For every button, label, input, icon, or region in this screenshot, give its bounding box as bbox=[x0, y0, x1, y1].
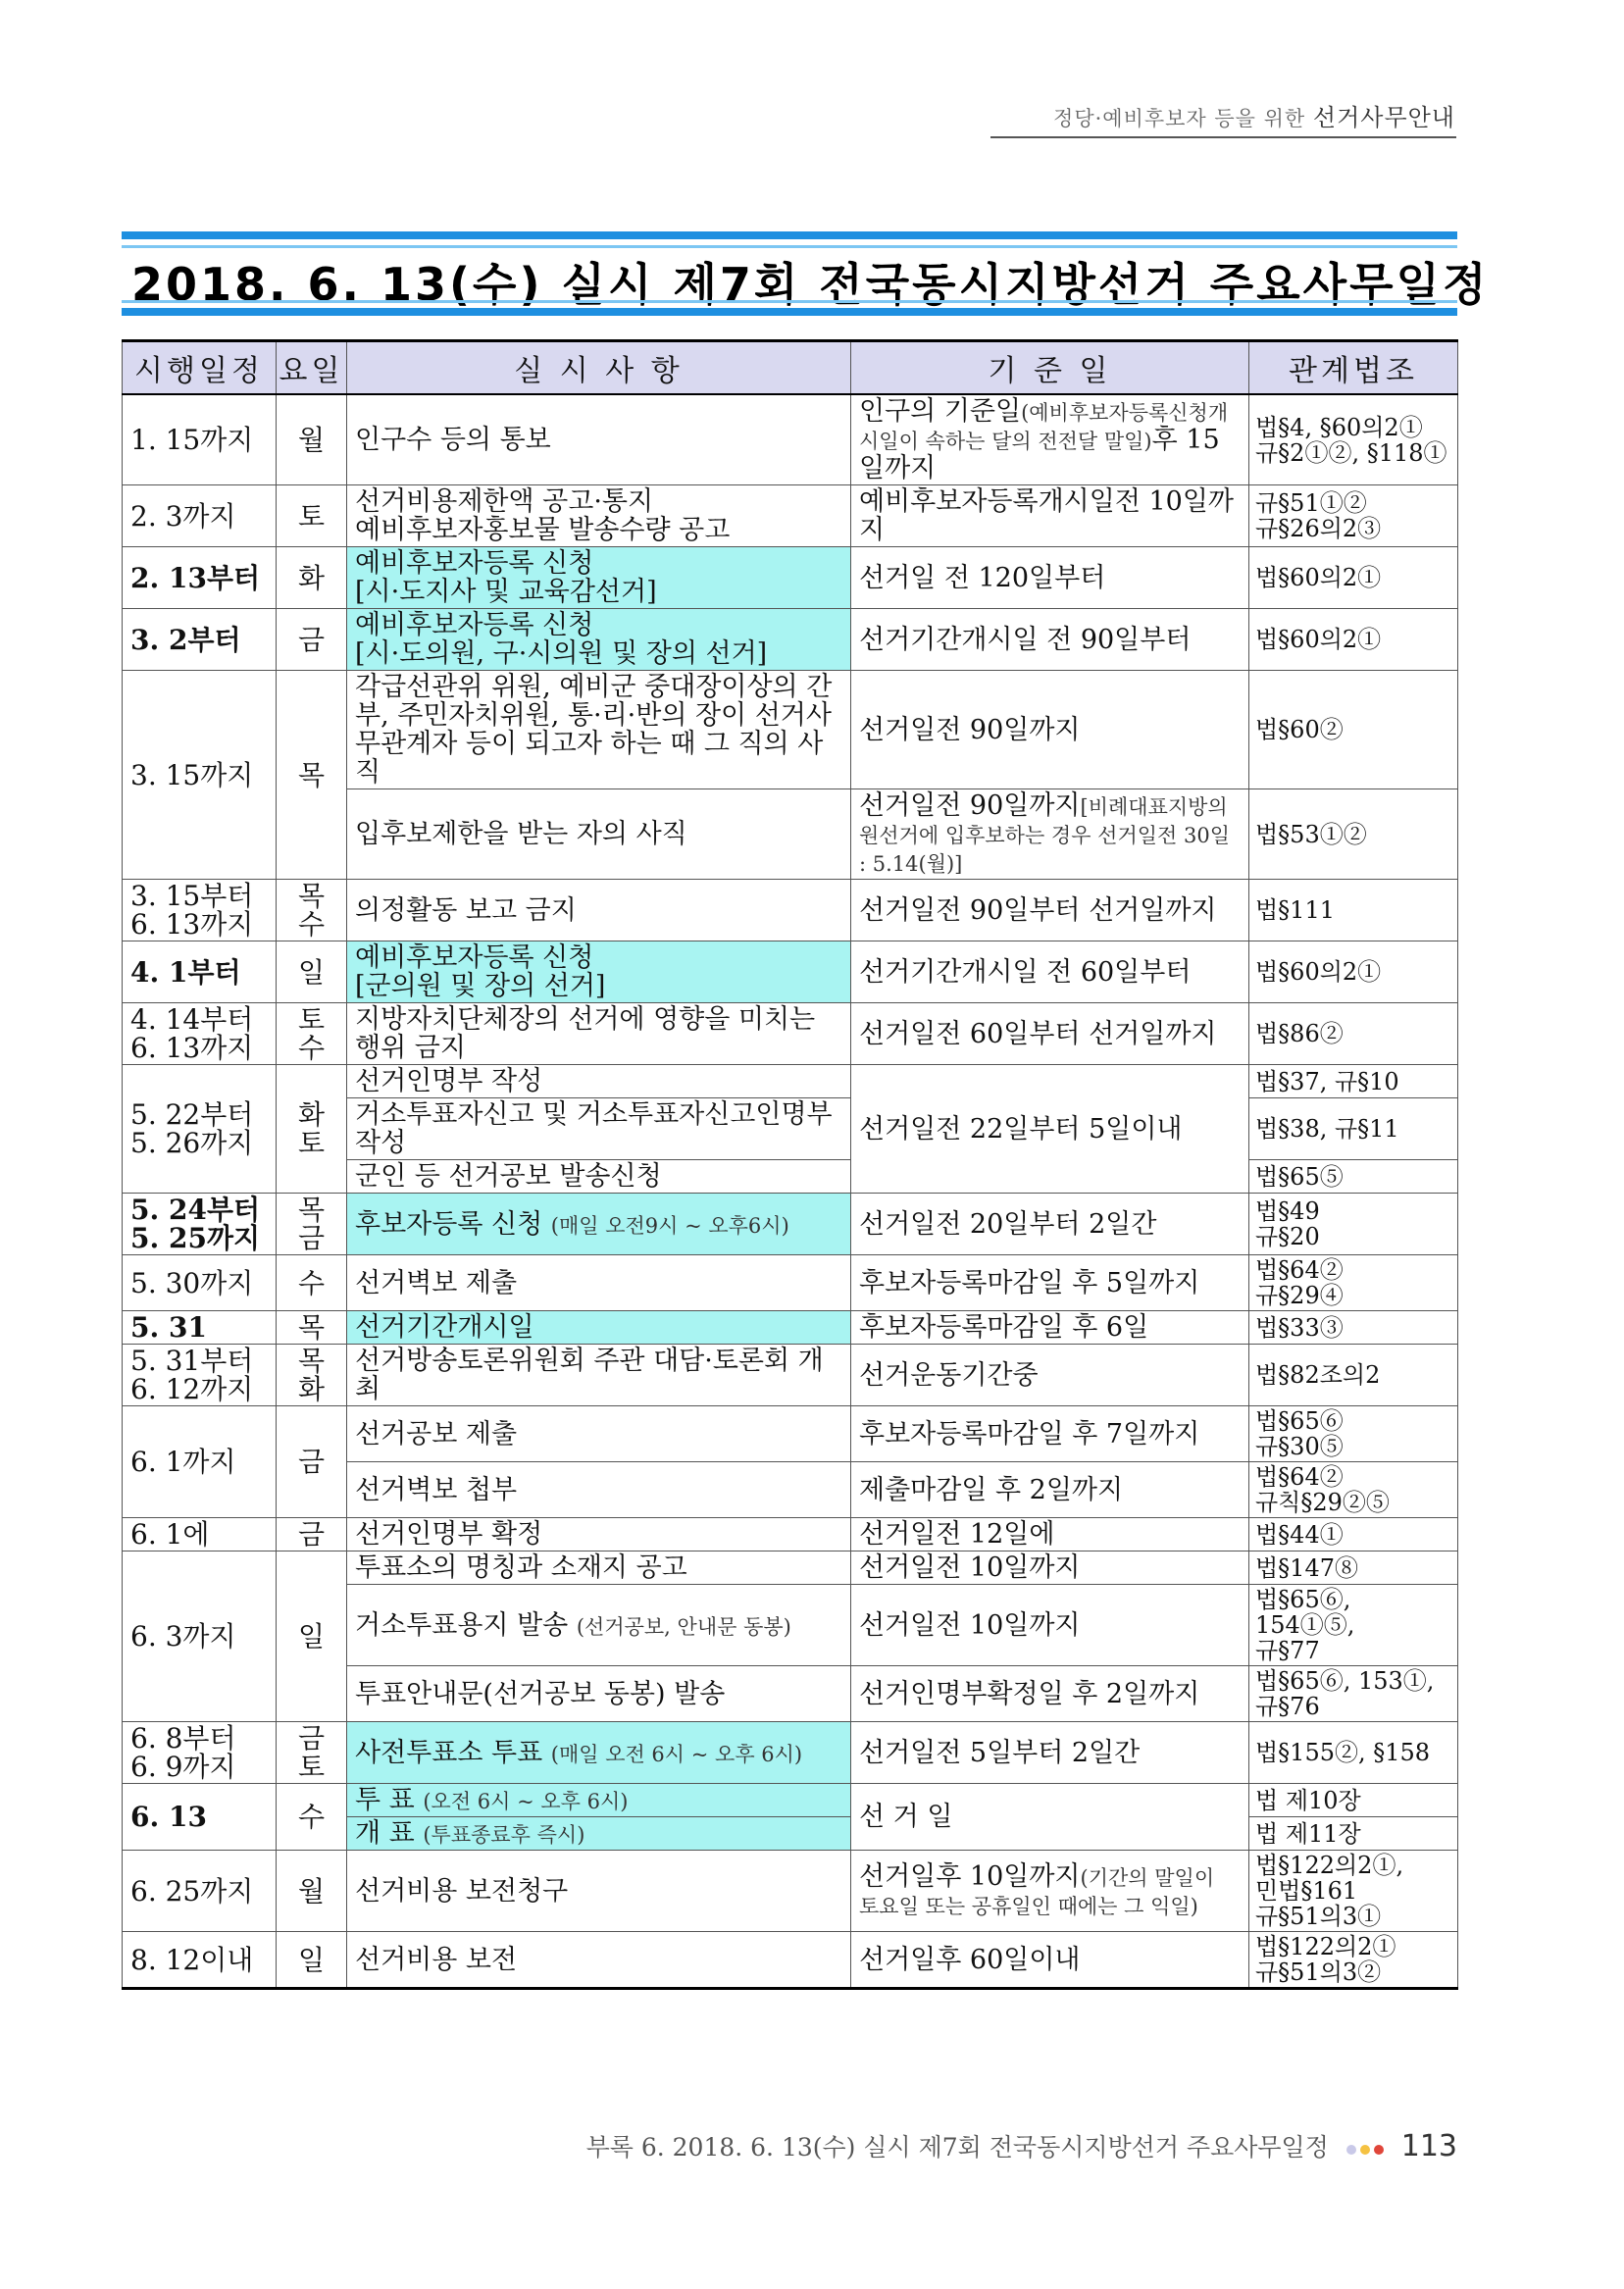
task-text: 선거비용제한액 공고·통지 예비후보자홍보물 발송수량 공고 bbox=[355, 486, 731, 545]
cell-base bbox=[851, 941, 1249, 1003]
table-row bbox=[123, 1722, 1458, 1784]
day-text: 일 bbox=[297, 1943, 326, 1976]
table-row bbox=[123, 1194, 1458, 1255]
cell-base bbox=[851, 789, 1249, 880]
base-text: 선거일후 60일이내 bbox=[859, 1944, 1081, 1975]
cell-law bbox=[1249, 671, 1458, 789]
task-note: (매일 오전9시 ~ 오후6시) bbox=[550, 1213, 789, 1238]
law-text: 법 제10장 bbox=[1255, 1786, 1361, 1814]
cell-base bbox=[851, 1851, 1249, 1932]
cell-day bbox=[277, 1851, 347, 1932]
header-base: 기 준 일 bbox=[851, 341, 1249, 395]
date-text: 6. 8부터 6. 9까지 bbox=[130, 1722, 236, 1783]
cell-day bbox=[277, 1518, 347, 1551]
law-text: 법§38, 규§11 bbox=[1255, 1115, 1399, 1143]
cell-base bbox=[851, 1932, 1249, 1989]
cell-law bbox=[1249, 394, 1458, 485]
task-text: 선거비용 보전 bbox=[355, 1944, 518, 1975]
day-text: 금 토 bbox=[297, 1722, 326, 1783]
law-text: 법§60의2① bbox=[1255, 958, 1382, 986]
law-text: 법§111 bbox=[1255, 896, 1335, 924]
cell-law bbox=[1249, 1932, 1458, 1989]
law-text: 법§122의2①, 민법§161 규§51의3① bbox=[1255, 1852, 1404, 1930]
day-text: 금 bbox=[297, 623, 326, 656]
law-text: 법§60② bbox=[1255, 716, 1344, 743]
cell-law bbox=[1249, 1551, 1458, 1585]
task-text: 예비후보자등록 신청 [시·도의원, 구·시의원 및 장의 선거] bbox=[355, 610, 768, 669]
cell-date bbox=[123, 1065, 277, 1194]
base-text: 선거일전 5일부터 2일간 bbox=[859, 1737, 1141, 1768]
cell-day bbox=[277, 1932, 347, 1989]
cell-base bbox=[851, 1406, 1249, 1462]
date-text: 4. 1부터 bbox=[130, 955, 241, 989]
table-row bbox=[123, 1065, 1458, 1098]
task-text: 거소투표용지 발송 bbox=[355, 1609, 569, 1641]
table-row bbox=[123, 880, 1458, 941]
table-row bbox=[123, 941, 1458, 1003]
cell-date bbox=[123, 1784, 277, 1851]
cell-law bbox=[1249, 1194, 1458, 1255]
cell-date bbox=[123, 1851, 277, 1932]
day-text: 목 bbox=[297, 758, 326, 791]
task-text: 선거비용 보전청구 bbox=[355, 1875, 569, 1907]
base-text: 선거일후 10일까지 bbox=[859, 1861, 1081, 1892]
running-head-prefix: 정당·예비후보자 등을 위한 bbox=[1053, 107, 1306, 130]
base-text: 선거운동기간중 bbox=[859, 1359, 1039, 1391]
cell-law bbox=[1249, 1784, 1458, 1817]
cell-law bbox=[1249, 547, 1458, 609]
cell-base bbox=[851, 1518, 1249, 1551]
cell-day bbox=[277, 1255, 347, 1311]
cell-day bbox=[277, 609, 347, 671]
day-text: 목 수 bbox=[297, 880, 326, 941]
cell-task bbox=[347, 609, 851, 671]
date-text: 2. 3까지 bbox=[130, 499, 236, 533]
header-rule bbox=[990, 136, 1456, 138]
base-text: 선거기간개시일 전 60일부터 bbox=[859, 956, 1192, 988]
cell-base bbox=[851, 1666, 1249, 1722]
cell-task bbox=[347, 1065, 851, 1098]
cell-task bbox=[347, 1817, 851, 1851]
day-text: 금 bbox=[297, 1446, 326, 1478]
cell-base bbox=[851, 547, 1249, 609]
cell-base bbox=[851, 1784, 1249, 1851]
cell-base bbox=[851, 1311, 1249, 1345]
task-text: 인구수 등의 통보 bbox=[355, 425, 551, 455]
date-text: 3. 2부터 bbox=[130, 623, 241, 656]
day-text: 수 bbox=[297, 1801, 326, 1833]
cell-date bbox=[123, 609, 277, 671]
base-text: 선거일전 90일부터 선거일까지 bbox=[859, 894, 1217, 926]
table-row bbox=[123, 671, 1458, 789]
header-row bbox=[123, 341, 1458, 395]
task-text: 선거벽보 제출 bbox=[355, 1267, 518, 1298]
footer-dot bbox=[1360, 2145, 1370, 2155]
cell-base bbox=[851, 1003, 1249, 1065]
law-text: 법§86② bbox=[1255, 1020, 1344, 1047]
base-note: (기간의 말일이 토요일 또는 공휴일인 때에는 그 익일) bbox=[859, 1866, 1215, 1918]
day-text: 월 bbox=[297, 424, 326, 456]
page-footer bbox=[586, 2128, 1457, 2163]
cell-law bbox=[1249, 609, 1458, 671]
cell-date bbox=[123, 671, 277, 880]
cell-law bbox=[1249, 1311, 1458, 1345]
cell-day bbox=[277, 880, 347, 941]
cell-task bbox=[347, 1551, 851, 1585]
cell-law bbox=[1249, 1003, 1458, 1065]
date-text: 8. 12이내 bbox=[130, 1943, 254, 1976]
day-text: 일 bbox=[297, 955, 326, 989]
date-text: 4. 14부터 6. 13까지 bbox=[130, 1003, 254, 1064]
cell-task bbox=[347, 1160, 851, 1194]
task-text: 선거벽보 첩부 bbox=[355, 1474, 518, 1505]
cell-law bbox=[1249, 1098, 1458, 1160]
date-text: 3. 15까지 bbox=[130, 758, 254, 791]
date-text: 3. 15부터 6. 13까지 bbox=[130, 880, 254, 941]
task-text: 예비후보자등록 신청 [군의원 및 장의 선거] bbox=[355, 942, 606, 1001]
law-text: 법§155②, §158 bbox=[1255, 1739, 1431, 1766]
base-text: 선거일전 90일까지 bbox=[859, 790, 1081, 821]
base-text: 선거일전 20일부터 2일간 bbox=[859, 1208, 1157, 1240]
date-text: 6. 1까지 bbox=[130, 1446, 236, 1478]
header-task: 실 시 사 항 bbox=[347, 341, 851, 395]
table-row bbox=[123, 1345, 1458, 1406]
law-text: 법§53①② bbox=[1255, 820, 1367, 848]
cell-law bbox=[1249, 1851, 1458, 1932]
table-row bbox=[123, 1406, 1458, 1462]
footer-dot bbox=[1374, 2145, 1384, 2155]
table-row bbox=[123, 1851, 1458, 1932]
cell-task bbox=[347, 1098, 851, 1160]
task-text: 선거인명부 확정 bbox=[355, 1519, 543, 1550]
law-text: 법§82조의2 bbox=[1255, 1361, 1381, 1389]
day-text: 화 토 bbox=[297, 1098, 326, 1159]
day-text: 토 수 bbox=[297, 1003, 326, 1064]
cell-task bbox=[347, 1784, 851, 1817]
cell-base bbox=[851, 1345, 1249, 1406]
law-text: 법§33③ bbox=[1255, 1313, 1344, 1342]
law-text: 법§65⑥, 154①⑤, 규§77 bbox=[1255, 1586, 1355, 1664]
task-text: 지방자치단체장의 선거에 영향을 미치는 행위 금지 bbox=[355, 1004, 816, 1063]
base-text: 선거일전 22일부터 5일이내 bbox=[859, 1113, 1183, 1144]
cell-day bbox=[277, 671, 347, 880]
law-text: 법§49 규§20 bbox=[1255, 1197, 1320, 1250]
footer-dots bbox=[1345, 2133, 1386, 2162]
date-text: 6. 1에 bbox=[130, 1518, 210, 1551]
header-day: 요일 bbox=[277, 341, 347, 395]
task-note: (선거공보, 안내문 동봉) bbox=[576, 1614, 791, 1639]
base-text: 선거일전 10일까지 bbox=[859, 1552, 1081, 1583]
task-text: 예비후보자등록 신청 [시·도지사 및 교육감선거] bbox=[355, 548, 657, 607]
running-head bbox=[1053, 98, 1455, 132]
law-text: 법§65⑥, 153①, 규§76 bbox=[1255, 1667, 1435, 1720]
task-text: 각급선관위 위원, 예비군 중대장이상의 간부, 주민자치위원, 통·리·반의 장이 선거사무관계자 등이 되고자 하는 때 그 직의 사직 bbox=[355, 672, 833, 788]
cell-task bbox=[347, 394, 851, 485]
base-note: (예비후보자등록신청개시일이 속하는 달의 전전달 말일) bbox=[859, 401, 1229, 453]
law-text: 법§60의2① bbox=[1255, 564, 1382, 591]
task-text: 선거공보 제출 bbox=[355, 1418, 518, 1450]
base-text: 후보자등록마감일 후 6일 bbox=[859, 1312, 1149, 1343]
cell-date bbox=[123, 1406, 277, 1518]
day-text: 월 bbox=[297, 1874, 326, 1908]
cell-base bbox=[851, 394, 1249, 485]
base-text: 선 거 일 bbox=[859, 1802, 953, 1832]
cell-date bbox=[123, 485, 277, 547]
base-text: 선거일 전 120일부터 bbox=[859, 562, 1106, 593]
task-text: 후보자등록 신청 bbox=[355, 1208, 543, 1240]
base-text: 선거인명부확정일 후 2일까지 bbox=[859, 1678, 1200, 1709]
cell-law bbox=[1249, 1065, 1458, 1098]
running-head-title: 선거사무안내 bbox=[1312, 104, 1455, 131]
cell-task bbox=[347, 1722, 851, 1784]
cell-law bbox=[1249, 941, 1458, 1003]
task-text: 거소투표자신고 및 거소투표자신고인명부 작성 bbox=[355, 1099, 833, 1158]
base-text: 제출마감일 후 2일까지 bbox=[859, 1474, 1124, 1505]
date-text: 5. 24부터 5. 25까지 bbox=[130, 1194, 261, 1254]
cell-task bbox=[347, 1666, 851, 1722]
cell-task bbox=[347, 1345, 851, 1406]
task-text: 투표안내문(선거공보 동봉) 발송 bbox=[355, 1678, 726, 1709]
cell-task bbox=[347, 485, 851, 547]
date-text: 6. 13 bbox=[130, 1801, 207, 1833]
task-text: 의정활동 보고 금지 bbox=[355, 894, 577, 926]
cell-date bbox=[123, 1003, 277, 1065]
cell-date bbox=[123, 941, 277, 1003]
table-row bbox=[123, 609, 1458, 671]
cell-date bbox=[123, 1194, 277, 1255]
day-text: 화 bbox=[297, 561, 326, 594]
cell-law bbox=[1249, 1666, 1458, 1722]
cell-base bbox=[851, 485, 1249, 547]
cell-day bbox=[277, 485, 347, 547]
cell-day bbox=[277, 1194, 347, 1255]
law-text: 법§37, 규§10 bbox=[1255, 1067, 1399, 1095]
cell-day bbox=[277, 1784, 347, 1851]
cell-task bbox=[347, 1518, 851, 1551]
task-text: 선거인명부 작성 bbox=[355, 1066, 543, 1096]
cell-day bbox=[277, 394, 347, 485]
cell-base bbox=[851, 1462, 1249, 1518]
cell-date bbox=[123, 1311, 277, 1345]
cell-task bbox=[347, 1585, 851, 1666]
cell-task bbox=[347, 1194, 851, 1255]
table-row bbox=[123, 1518, 1458, 1551]
date-text: 6. 25까지 bbox=[130, 1874, 254, 1908]
cell-law bbox=[1249, 1160, 1458, 1194]
cell-day bbox=[277, 1345, 347, 1406]
cell-date bbox=[123, 1255, 277, 1311]
task-text: 입후보제한을 받는 자의 사직 bbox=[355, 819, 687, 849]
cell-date bbox=[123, 1932, 277, 1989]
base-text: 선거일전 90일까지 bbox=[859, 714, 1081, 745]
base-tail: 후 15일까지 bbox=[859, 425, 1220, 483]
law-text: 법§122의2① 규§51의3② bbox=[1255, 1933, 1396, 1986]
day-text: 수 bbox=[297, 1266, 326, 1299]
cell-task bbox=[347, 1406, 851, 1462]
cell-day bbox=[277, 1003, 347, 1065]
law-text: 법§147⑧ bbox=[1255, 1553, 1358, 1582]
cell-law bbox=[1249, 1518, 1458, 1551]
date-text: 5. 31부터 6. 12까지 bbox=[130, 1345, 254, 1405]
task-text: 선거기간개시일 bbox=[355, 1312, 534, 1343]
cell-base bbox=[851, 671, 1249, 789]
cell-date bbox=[123, 394, 277, 485]
page-number: 113 bbox=[1400, 2129, 1457, 2163]
cell-law bbox=[1249, 1345, 1458, 1406]
base-text: 후보자등록마감일 후 7일까지 bbox=[859, 1418, 1200, 1450]
task-text: 선거방송토론위원회 주관 대담·토론회 개최 bbox=[355, 1346, 824, 1404]
cell-day bbox=[277, 1722, 347, 1784]
task-note: (투표종료후 즉시) bbox=[423, 1823, 585, 1847]
cell-task bbox=[347, 1003, 851, 1065]
cell-base bbox=[851, 880, 1249, 941]
day-text: 일 bbox=[297, 1620, 326, 1653]
date-text: 6. 3까지 bbox=[130, 1620, 236, 1653]
base-text: 예비후보자등록개시일전 10일까지 bbox=[859, 486, 1235, 545]
page-title: 2018. 6. 13(수) 실시 제7회 전국동시지방선거 주요사무일정 bbox=[131, 258, 1490, 311]
date-text: 5. 22부터 5. 26까지 bbox=[130, 1098, 254, 1159]
task-text: 개 표 bbox=[355, 1818, 415, 1849]
table-row bbox=[123, 394, 1458, 485]
table-row bbox=[123, 1784, 1458, 1817]
law-text: 규§51①② 규§26의2③ bbox=[1255, 489, 1382, 542]
cell-task bbox=[347, 1255, 851, 1311]
law-text: 법§64② 규칙§29②⑤ bbox=[1255, 1463, 1390, 1516]
cell-law bbox=[1249, 1406, 1458, 1462]
cell-base bbox=[851, 1065, 1249, 1194]
table-row bbox=[123, 1255, 1458, 1311]
cell-task bbox=[347, 880, 851, 941]
title-banner bbox=[122, 231, 1490, 316]
task-note: (매일 오전 6시 ~ 오후 6시) bbox=[550, 1742, 803, 1766]
table-row bbox=[123, 1551, 1458, 1585]
cell-law bbox=[1249, 485, 1458, 547]
base-text: 인구의 기준일 bbox=[859, 396, 1022, 427]
cell-task bbox=[347, 789, 851, 880]
cell-law bbox=[1249, 789, 1458, 880]
base-text: 선거일전 60일부터 선거일까지 bbox=[859, 1018, 1217, 1049]
cell-day bbox=[277, 1311, 347, 1345]
cell-base bbox=[851, 1585, 1249, 1666]
day-text: 목 bbox=[297, 1311, 326, 1344]
cell-task bbox=[347, 941, 851, 1003]
base-text: 선거일전 10일까지 bbox=[859, 1609, 1081, 1641]
cell-day bbox=[277, 1065, 347, 1194]
date-text: 5. 30까지 bbox=[130, 1266, 254, 1299]
day-text: 목 화 bbox=[297, 1345, 326, 1405]
base-text: 후보자등록마감일 후 5일까지 bbox=[859, 1267, 1200, 1298]
cell-task bbox=[347, 671, 851, 789]
cell-task bbox=[347, 547, 851, 609]
law-text: 법§4, §60의2① 규§2①②, §118① bbox=[1255, 413, 1447, 467]
law-text: 법§65⑤ bbox=[1255, 1162, 1344, 1191]
cell-law bbox=[1249, 1462, 1458, 1518]
cell-task bbox=[347, 1462, 851, 1518]
cell-day bbox=[277, 941, 347, 1003]
law-text: 법§60의2① bbox=[1255, 626, 1382, 653]
header-date: 시행일정 bbox=[123, 341, 277, 395]
cell-day bbox=[277, 1551, 347, 1722]
table-row bbox=[123, 485, 1458, 547]
task-text: 군인 등 선거공보 발송신청 bbox=[355, 1161, 662, 1192]
cell-date bbox=[123, 1722, 277, 1784]
base-text: 선거일전 12일에 bbox=[859, 1519, 1055, 1550]
cell-base bbox=[851, 1255, 1249, 1311]
cell-law bbox=[1249, 1722, 1458, 1784]
table-row bbox=[123, 547, 1458, 609]
table-row bbox=[123, 1311, 1458, 1345]
cell-base bbox=[851, 1722, 1249, 1784]
task-text: 투 표 bbox=[355, 1785, 415, 1815]
footer-text: 부록 6. 2018. 6. 13(수) 실시 제7회 전국동시지방선거 주요사무일정 bbox=[585, 2133, 1329, 2162]
cell-day bbox=[277, 1406, 347, 1518]
cell-base bbox=[851, 1194, 1249, 1255]
cell-base bbox=[851, 1551, 1249, 1585]
cell-law bbox=[1249, 1585, 1458, 1666]
task-text: 투표소의 명칭과 소재지 공고 bbox=[355, 1552, 687, 1583]
cell-task bbox=[347, 1932, 851, 1989]
cell-date bbox=[123, 880, 277, 941]
header-law: 관계법조 bbox=[1249, 341, 1458, 395]
date-text: 2. 13부터 bbox=[130, 561, 261, 594]
law-text: 법§65⑥ 규§30⑤ bbox=[1255, 1407, 1344, 1460]
cell-task bbox=[347, 1851, 851, 1932]
cell-law bbox=[1249, 1255, 1458, 1311]
law-text: 법§44① bbox=[1255, 1520, 1344, 1549]
cell-date bbox=[123, 1518, 277, 1551]
cell-day bbox=[277, 547, 347, 609]
schedule-table bbox=[122, 339, 1458, 1990]
table-row bbox=[123, 1003, 1458, 1065]
footer-dot bbox=[1346, 2145, 1356, 2155]
date-text: 1. 15까지 bbox=[130, 424, 254, 456]
task-text: 사전투표소 투표 bbox=[355, 1737, 543, 1768]
task-note: (오전 6시 ~ 오후 6시) bbox=[423, 1790, 629, 1813]
cell-date bbox=[123, 1345, 277, 1406]
day-text: 목 금 bbox=[297, 1194, 326, 1254]
cell-law bbox=[1249, 1817, 1458, 1851]
law-text: 법§64② 규§29④ bbox=[1255, 1256, 1344, 1309]
table-row bbox=[123, 1932, 1458, 1989]
cell-date bbox=[123, 1551, 277, 1722]
cell-task bbox=[347, 1311, 851, 1345]
cell-base bbox=[851, 609, 1249, 671]
base-note: [비례대표지방의원선거에 입후보하는 경우 선거일전 30일 : 5.14(월)] bbox=[859, 795, 1230, 876]
law-text: 법 제11장 bbox=[1255, 1819, 1361, 1848]
day-text: 토 bbox=[297, 499, 326, 533]
date-text: 5. 31 bbox=[130, 1311, 207, 1344]
day-text: 금 bbox=[297, 1518, 326, 1551]
base-text: 선거기간개시일 전 90일부터 bbox=[859, 624, 1192, 655]
cell-law bbox=[1249, 880, 1458, 941]
cell-date bbox=[123, 547, 277, 609]
